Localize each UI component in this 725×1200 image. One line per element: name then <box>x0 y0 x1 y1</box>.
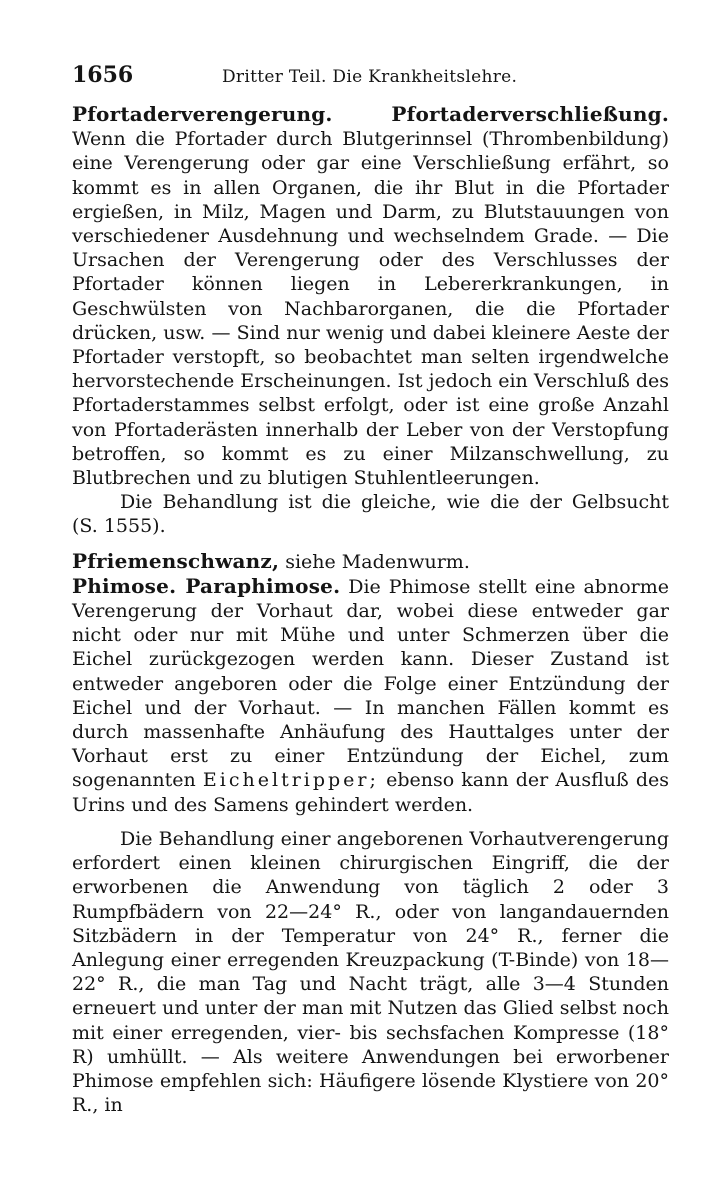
entry-pfriemenschwanz <box>72 549 669 574</box>
running-head <box>72 62 669 102</box>
page-number: 1656 <box>72 62 134 88</box>
entry-heading: Pfriemenschwanz, <box>72 548 280 573</box>
treatment-paragraph: Die Behandlung einer angeborenen Vorhautverengerung erfordert einen kleinen chirurgischen Eingriff, die der erworbenen die Anwendung von täglich 2 oder 3 Rumpfbädern von 22—24° R., oder von langandauernden Sitzbädern in der Temperatur von 24° R., ferner die Anlegung einer erregenden Kreuzpackung (T-Binde) von 18—22° R., die man Tag und Nacht trägt, alle 3—4 Stunden erneuert und unter der man mit Nutzen das Glied selbst noch mit einer erregenden, vier- bis sechsfachen Kompresse (18° R) umhüllt. — Als weitere Anwendungen bei erworbener Phimose empfehlen sich: Häufigere lösende Klystiere von 20° R., in <box>72 827 669 1117</box>
entry-body-continued: ebenso kann der Ausfluß des Urins und des Samens gehindert werden. <box>72 769 670 816</box>
treatment-paragraph: Die Behandlung ist die gleiche, wie die der Gelbsucht (S. 1555). <box>72 491 669 538</box>
entry-body: Die Phimose stellt eine abnorme Verengerung der Vorhaut dar, wobei diese entweder gar nicht oder nur mit Mühe und unter Schmerzen über die Eichel zurückgezogen werden kann. Dieser Zustand ist entweder angeboren oder die Folge einer Entzündung der Eichel und der Vorhaut. — In manchen Fällen kommt es durch massenhafte Anhäufung des Hauttalges unter der Vorhaut erst zu einer Entzündung der Eichel, zum sogenannten <box>72 575 669 792</box>
entry-body: siehe Madenwurm. <box>285 550 470 573</box>
entry-phimose <box>72 574 669 817</box>
entry-body: Wenn die Pfortader durch Blutgerinnsel (Thrombenbildung) eine Verengerung oder gar eine Verschließung erfährt, so kommt es in allen Organen, die ihr Blut in die Pfortader ergießen, in Milz, Magen und Darm, zu Blutstauungen von verschiedener Ausdehnung und wechselndem Grade. — Die Ursachen der Verengerung oder des Verschlusses der Pfortader können liegen in Lebererkrankungen, in Geschwülsten von Nachbarorganen, die die Pfortader drücken, usw. — Sind nur wenig und dabei kleinere Aeste der Pfortader verstopft, so beobachtet man selten irgendwelche hervorstechende Erscheinungen. Ist jedoch ein Verschluß des Pfortaderstammes selbst erfolgt, oder ist eine große Anzahl von Pfortaderästen innerhalb der Leber von der Verstopfung betroffen, so kommt es zu einer Milzanschwellung, zu Blutbrechen und zu blutigen Stuhlentleerungen. <box>72 128 669 490</box>
body-text <box>72 102 669 1117</box>
entry-pfortaderverengerung <box>72 102 669 490</box>
entry-heading: Pfortaderverengerung. Pfortaderverschließung. <box>72 102 669 126</box>
spaced-term: Eicheltripper; <box>202 769 379 792</box>
running-title: Dritter Teil. Die Krankheitslehre. <box>222 67 518 87</box>
entry-heading: Phimose. Paraphimose. <box>72 573 341 598</box>
